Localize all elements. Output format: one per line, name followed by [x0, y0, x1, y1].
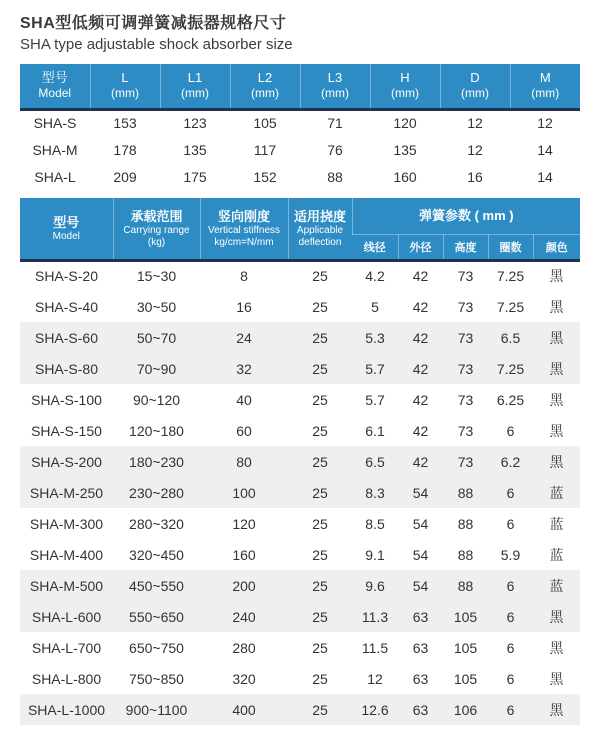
value-cell: 25	[288, 508, 352, 539]
model-cell: SHA-S-100	[20, 384, 113, 415]
table-row	[20, 446, 580, 477]
value-cell: 黑	[533, 601, 580, 632]
table-row	[20, 322, 580, 353]
value-cell: 25	[288, 353, 352, 384]
table-row	[20, 663, 580, 694]
value-cell: 178	[90, 136, 160, 163]
model-cell: SHA-S-80	[20, 353, 113, 384]
value-cell: 73	[443, 322, 488, 353]
value-cell: 750~850	[113, 663, 200, 694]
value-cell: 106	[443, 694, 488, 725]
value-cell: 6.5	[352, 446, 398, 477]
value-cell: 12.6	[352, 694, 398, 725]
table-row	[20, 163, 580, 190]
value-cell: 16	[200, 291, 288, 322]
value-cell: 73	[443, 353, 488, 384]
value-cell: 73	[443, 384, 488, 415]
model-cell: SHA-L-700	[20, 632, 113, 663]
value-cell: 40	[200, 384, 288, 415]
value-cell: 蓝	[533, 477, 580, 508]
header-wire-diameter: 线径	[352, 234, 398, 260]
value-cell: 120~180	[113, 415, 200, 446]
value-cell: 12	[352, 663, 398, 694]
table-row	[20, 508, 580, 539]
value-cell: 280~320	[113, 508, 200, 539]
spec-table-body	[20, 260, 580, 725]
value-cell: 25	[288, 570, 352, 601]
value-cell: 黑	[533, 291, 580, 322]
value-cell: 25	[288, 415, 352, 446]
header-label: L1	[187, 70, 203, 86]
header-label: L2	[257, 70, 273, 86]
value-cell: 73	[443, 415, 488, 446]
value-cell: 280	[200, 632, 288, 663]
value-cell: 54	[398, 508, 443, 539]
header-sublabel: (mm)	[321, 86, 349, 101]
header-sublabel: (mm)	[251, 86, 279, 101]
value-cell: 550~650	[113, 601, 200, 632]
value-cell: 54	[398, 570, 443, 601]
header-vertical-stiffness	[200, 198, 288, 260]
page-title-en: SHA type adjustable shock absorber size	[20, 36, 293, 53]
value-cell: 6.1	[352, 415, 398, 446]
value-cell: 6	[488, 477, 533, 508]
value-cell: 135	[370, 136, 440, 163]
header-sublabel: kg/cm=N/mm	[214, 236, 274, 248]
value-cell: 88	[443, 539, 488, 570]
header-sublabel: Carrying range	[123, 224, 190, 236]
value-cell: 42	[398, 322, 443, 353]
header-height: 高度	[443, 234, 488, 260]
value-cell: 黑	[533, 322, 580, 353]
value-cell: 60	[200, 415, 288, 446]
table-row	[20, 694, 580, 725]
header-sublabel: (mm)	[181, 86, 209, 101]
value-cell: 25	[288, 260, 352, 291]
header-model	[20, 198, 113, 260]
model-cell: SHA-L-1000	[20, 694, 113, 725]
value-cell: 4.2	[352, 260, 398, 291]
value-cell: 400	[200, 694, 288, 725]
value-cell: 73	[443, 260, 488, 291]
table-row	[20, 415, 580, 446]
table-gap	[20, 190, 580, 198]
model-cell: SHA-L	[20, 163, 90, 190]
header-label: 竖向刚度	[217, 208, 270, 224]
header-sublabel: (mm)	[391, 86, 419, 101]
value-cell: 180~230	[113, 446, 200, 477]
value-cell: 5.3	[352, 322, 398, 353]
value-cell: 650~750	[113, 632, 200, 663]
value-cell: 120	[370, 109, 440, 136]
value-cell: 6	[488, 508, 533, 539]
value-cell: 25	[288, 322, 352, 353]
value-cell: 320	[200, 663, 288, 694]
model-cell: SHA-M-250	[20, 477, 113, 508]
value-cell: 6.2	[488, 446, 533, 477]
value-cell: 200	[200, 570, 288, 601]
header-sublabel: Model	[38, 86, 72, 101]
value-cell: 蓝	[533, 508, 580, 539]
value-cell: 黑	[533, 632, 580, 663]
value-cell: 7.25	[488, 291, 533, 322]
value-cell: 900~1100	[113, 694, 200, 725]
table-row	[20, 109, 580, 136]
model-cell: SHA-M	[20, 136, 90, 163]
value-cell: 71	[300, 109, 370, 136]
value-cell: 105	[443, 663, 488, 694]
header-label: L3	[327, 70, 343, 86]
value-cell: 6	[488, 601, 533, 632]
value-cell: 6	[488, 415, 533, 446]
header-model	[20, 64, 90, 109]
value-cell: 8.3	[352, 477, 398, 508]
value-cell: 25	[288, 384, 352, 415]
value-cell: 42	[398, 415, 443, 446]
table-row	[20, 384, 580, 415]
model-cell: SHA-S-20	[20, 260, 113, 291]
value-cell: 175	[160, 163, 230, 190]
model-cell: SHA-S-60	[20, 322, 113, 353]
header-label: D	[470, 70, 480, 86]
value-cell: 6	[488, 632, 533, 663]
value-cell: 152	[230, 163, 300, 190]
value-cell: 105	[443, 601, 488, 632]
header-sublabel: Vertical stiffness	[207, 224, 281, 236]
page-title-zh: SHA型低频可调弹簧减振器规格尺寸	[20, 15, 287, 32]
value-cell: 黑	[533, 260, 580, 291]
header-label: 型号	[41, 70, 68, 86]
value-cell: 160	[370, 163, 440, 190]
value-cell: 25	[288, 446, 352, 477]
value-cell: 100	[200, 477, 288, 508]
value-cell: 90~120	[113, 384, 200, 415]
value-cell: 16	[440, 163, 510, 190]
value-cell: 73	[443, 446, 488, 477]
value-cell: 63	[398, 632, 443, 663]
table-row	[20, 260, 580, 291]
value-cell: 160	[200, 539, 288, 570]
value-cell: 8.5	[352, 508, 398, 539]
table-row	[20, 632, 580, 663]
model-cell: SHA-M-500	[20, 570, 113, 601]
value-cell: 24	[200, 322, 288, 353]
value-cell: 6	[488, 570, 533, 601]
value-cell: 50~70	[113, 322, 200, 353]
spec-table-header	[20, 198, 580, 260]
value-cell: 6	[488, 663, 533, 694]
header-sublabel: (mm)	[531, 86, 560, 101]
value-cell: 14	[510, 136, 580, 163]
header-applicable-deflection	[288, 198, 352, 260]
value-cell: 63	[398, 601, 443, 632]
value-cell: 63	[398, 694, 443, 725]
value-cell: 105	[230, 109, 300, 136]
value-cell: 黑	[533, 446, 580, 477]
model-cell: SHA-S	[20, 109, 90, 136]
value-cell: 42	[398, 353, 443, 384]
value-cell: 88	[443, 508, 488, 539]
value-cell: 42	[398, 446, 443, 477]
value-cell: 73	[443, 291, 488, 322]
value-cell: 209	[90, 163, 160, 190]
value-cell: 11.3	[352, 601, 398, 632]
value-cell: 25	[288, 632, 352, 663]
header-H	[370, 64, 440, 109]
value-cell: 5	[352, 291, 398, 322]
header-label: 型号	[53, 214, 80, 230]
header-spring-params-group	[352, 198, 580, 234]
value-cell: 12	[440, 109, 510, 136]
value-cell: 5.9	[488, 539, 533, 570]
value-cell: 12	[510, 109, 580, 136]
table-row	[20, 291, 580, 322]
value-cell: 8	[200, 260, 288, 291]
value-cell: 11.5	[352, 632, 398, 663]
model-cell: SHA-M-400	[20, 539, 113, 570]
header-color: 颜色	[533, 234, 580, 260]
value-cell: 42	[398, 291, 443, 322]
value-cell: 76	[300, 136, 370, 163]
header-L2	[230, 64, 300, 109]
value-cell: 5.7	[352, 384, 398, 415]
header-outer-diameter: 外径	[398, 234, 443, 260]
header-sublabel: (mm)	[111, 86, 139, 101]
model-cell: SHA-L-600	[20, 601, 113, 632]
model-cell: SHA-S-150	[20, 415, 113, 446]
value-cell: 25	[288, 663, 352, 694]
header-label: H	[400, 70, 410, 86]
value-cell: 42	[398, 260, 443, 291]
header-sublabel: Applicable	[296, 224, 344, 236]
value-cell: 88	[443, 477, 488, 508]
table-row	[20, 570, 580, 601]
value-cell: 88	[443, 570, 488, 601]
header-L	[90, 64, 160, 109]
value-cell: 25	[288, 694, 352, 725]
header-label: L	[121, 70, 129, 86]
value-cell: 25	[288, 477, 352, 508]
table-row	[20, 477, 580, 508]
value-cell: 14	[510, 163, 580, 190]
value-cell: 蓝	[533, 570, 580, 601]
model-cell: SHA-M-300	[20, 508, 113, 539]
value-cell: 25	[288, 539, 352, 570]
header-M	[510, 64, 580, 109]
table-row	[20, 136, 580, 163]
value-cell: 230~280	[113, 477, 200, 508]
table-row	[20, 539, 580, 570]
value-cell: 32	[200, 353, 288, 384]
value-cell: 240	[200, 601, 288, 632]
value-cell: 88	[300, 163, 370, 190]
value-cell: 42	[398, 384, 443, 415]
value-cell: 12	[440, 136, 510, 163]
value-cell: 30~50	[113, 291, 200, 322]
value-cell: 7.25	[488, 353, 533, 384]
value-cell: 54	[398, 539, 443, 570]
header-L3	[300, 64, 370, 109]
value-cell: 蓝	[533, 539, 580, 570]
value-cell: 9.1	[352, 539, 398, 570]
model-cell: SHA-S-200	[20, 446, 113, 477]
value-cell: 黑	[533, 694, 580, 725]
header-carrying-range	[113, 198, 200, 260]
value-cell: 135	[160, 136, 230, 163]
value-cell: 15~30	[113, 260, 200, 291]
size-table-body	[20, 109, 580, 190]
value-cell: 25	[288, 601, 352, 632]
value-cell: 120	[200, 508, 288, 539]
header-sublabel: Model	[52, 230, 80, 242]
value-cell: 123	[160, 109, 230, 136]
value-cell: 153	[90, 109, 160, 136]
value-cell: 70~90	[113, 353, 200, 384]
value-cell: 117	[230, 136, 300, 163]
value-cell: 9.6	[352, 570, 398, 601]
model-cell: SHA-L-800	[20, 663, 113, 694]
value-cell: 黑	[533, 353, 580, 384]
value-cell: 25	[288, 291, 352, 322]
table-row	[20, 353, 580, 384]
value-cell: 80	[200, 446, 288, 477]
value-cell: 6.5	[488, 322, 533, 353]
value-cell: 105	[443, 632, 488, 663]
header-label: 适用挠度	[293, 208, 346, 224]
header-sublabel: (mm)	[461, 86, 489, 101]
table-row	[20, 601, 580, 632]
value-cell: 5.7	[352, 353, 398, 384]
size-table	[20, 64, 580, 190]
header-D	[440, 64, 510, 109]
header-L1	[160, 64, 230, 109]
header-label: M	[539, 70, 551, 86]
header-sublabel: deflection	[298, 236, 342, 248]
value-cell: 63	[398, 663, 443, 694]
value-cell: 6.25	[488, 384, 533, 415]
value-cell: 320~450	[113, 539, 200, 570]
value-cell: 6	[488, 694, 533, 725]
value-cell: 黑	[533, 663, 580, 694]
value-cell: 54	[398, 477, 443, 508]
size-table-header	[20, 64, 580, 109]
value-cell: 黑	[533, 415, 580, 446]
value-cell: 450~550	[113, 570, 200, 601]
spec-table	[20, 198, 580, 725]
header-label: 弹簧参数 ( mm )	[418, 208, 514, 224]
header-sublabel: (kg)	[147, 236, 166, 248]
header-coil-count: 圈数	[488, 234, 533, 260]
header-label: 承载范围	[130, 208, 183, 224]
value-cell: 7.25	[488, 260, 533, 291]
value-cell: 黑	[533, 384, 580, 415]
model-cell: SHA-S-40	[20, 291, 113, 322]
